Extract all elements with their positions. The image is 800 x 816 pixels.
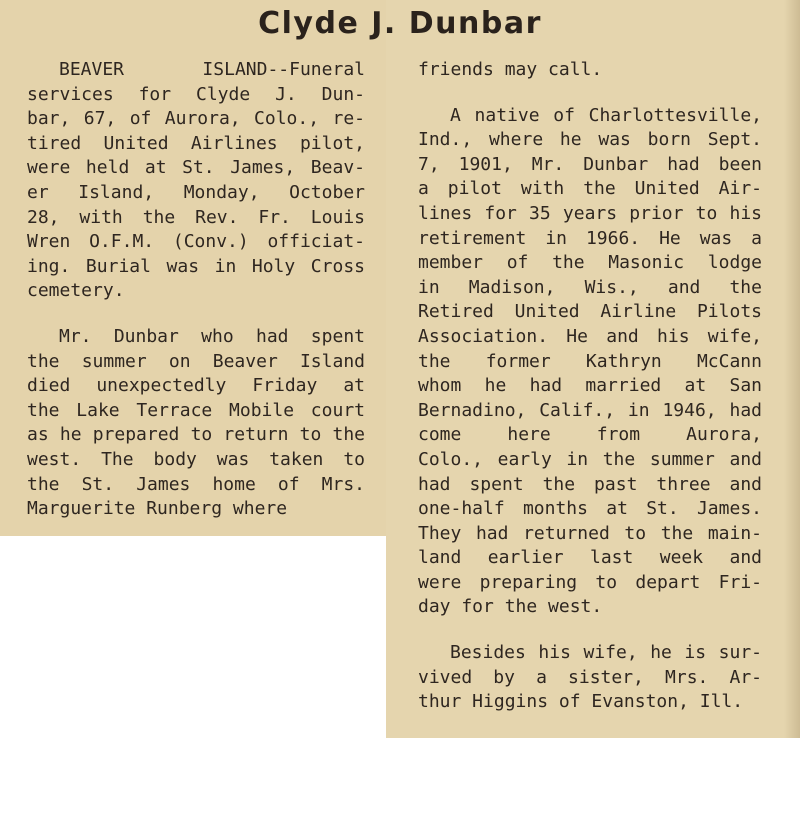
text-line: Mr. Dunbar who had spent <box>59 325 365 347</box>
text-line: friends may call. <box>418 59 603 80</box>
text-line: a pilot with the United Air- <box>418 178 762 200</box>
paragraph-gap <box>27 304 365 325</box>
text-line: land earlier last week and <box>418 547 762 569</box>
text-line: A native of Charlottesville, <box>450 104 762 126</box>
text-line: services for Clyde J. Dun- <box>27 83 365 105</box>
paragraph <box>27 325 365 522</box>
text-line: the St. James home of Mrs. <box>27 473 365 495</box>
text-line: come here from Aurora, <box>418 424 762 446</box>
text-line: bar, 67, of Aurora, Colo., re- <box>27 108 365 130</box>
paragraph-gap <box>418 83 762 104</box>
text-line: as he prepared to return to the <box>27 424 365 446</box>
text-line: Bernadino, Calif., in 1946, had <box>418 399 762 421</box>
text-line: Colo., early in the summer and <box>418 448 762 470</box>
text-line: were held at St. James, Beav- <box>27 157 365 179</box>
text-line: the summer on Beaver Island <box>27 350 365 372</box>
paragraph <box>27 58 365 304</box>
paragraph <box>418 58 762 83</box>
obituary-title: Clyde J. Dunbar <box>258 6 542 41</box>
text-line: They had returned to the main- <box>418 522 762 544</box>
paragraph-gap <box>418 620 762 641</box>
text-line: day for the west. <box>418 596 603 618</box>
text-line: Retired United Airline Pilots <box>418 301 762 323</box>
text-line: in Madison, Wis., and the <box>418 276 762 298</box>
text-line: vived by a sister, Mrs. Ar- <box>418 666 762 688</box>
text-line: 28, with the Rev. Fr. Louis <box>27 206 365 228</box>
text-line: ing. Burial was in Holy Cross <box>27 255 365 277</box>
text-line: Marguerite Runberg where <box>27 498 288 520</box>
text-line: the Lake Terrace Mobile court <box>27 399 365 421</box>
text-line: member of the Masonic lodge <box>418 252 762 274</box>
text-line: had spent the past three and <box>418 473 762 495</box>
text-line: 7, 1901, Mr. Dunbar had been <box>418 153 762 175</box>
text-line: retirement in 1966. He was a <box>418 227 762 249</box>
paragraph <box>418 641 762 715</box>
text-line: died unexpectedly Friday at <box>27 375 365 397</box>
text-line: thur Higgins of Evanston, Ill. <box>418 691 744 713</box>
text-column-right <box>418 58 762 715</box>
paragraph <box>418 104 762 620</box>
text-line: Association. He and his wife, <box>418 325 762 347</box>
text-line: were preparing to depart Fri- <box>418 571 762 593</box>
text-line: BEAVER ISLAND--Funeral <box>59 59 365 80</box>
text-line: er Island, Monday, October <box>27 181 365 203</box>
text-line: tired United Airlines pilot, <box>27 132 365 154</box>
text-line: cemetery. <box>27 280 125 302</box>
text-line: Ind., where he was born Sept. <box>418 129 762 151</box>
text-line: the former Kathryn McCann <box>418 350 762 372</box>
text-column-left <box>27 58 365 522</box>
text-line: Wren O.F.M. (Conv.) officiat- <box>27 231 365 253</box>
text-line: one-half months at St. James. <box>418 498 762 520</box>
text-line: west. The body was taken to <box>27 448 365 470</box>
text-line: Besides his wife, he is sur- <box>450 642 762 664</box>
text-line: whom he had married at San <box>418 375 762 397</box>
text-line: lines for 35 years prior to his <box>418 202 762 224</box>
